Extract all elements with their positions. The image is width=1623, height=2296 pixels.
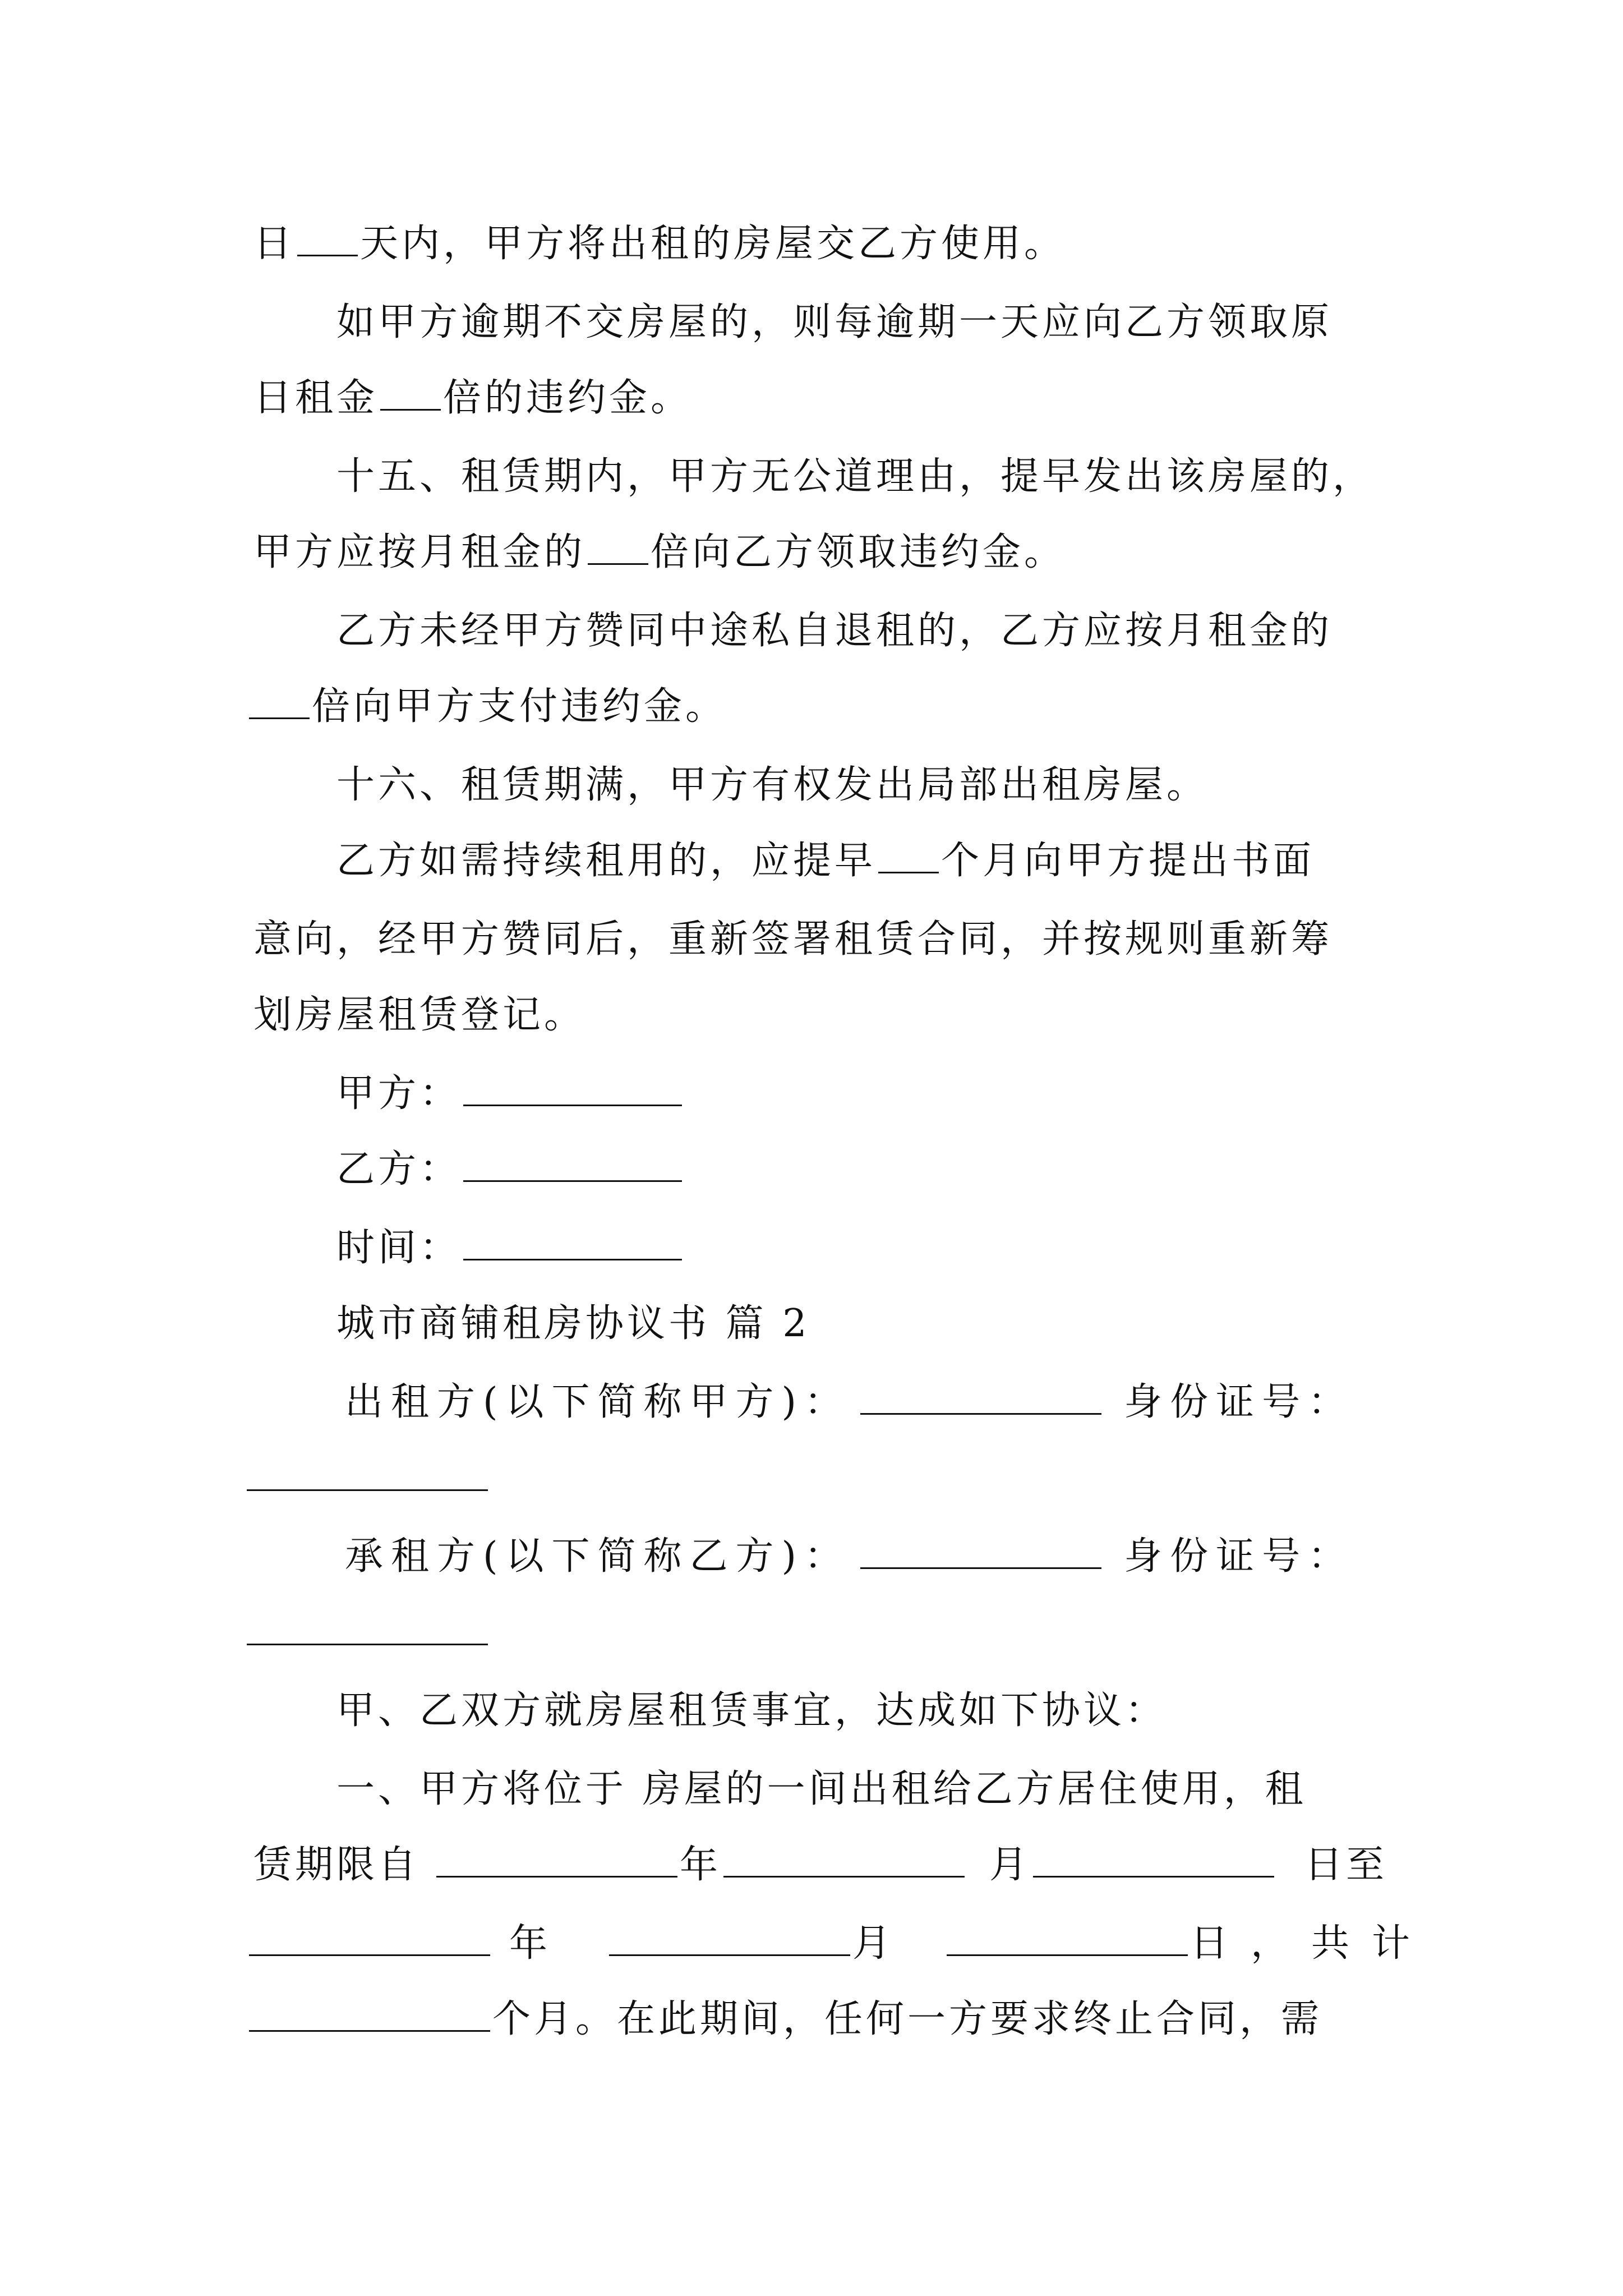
lessor-id-label: 身份证号： — [1124, 1380, 1354, 1424]
text-line — [336, 292, 1598, 353]
fill-blank[interactable] — [588, 530, 648, 565]
text-fragment: 甲、乙双方就房屋租赁事宜，达成如下协议： — [336, 1688, 1167, 1733]
end-month-blank[interactable] — [609, 1921, 850, 1956]
text-line — [253, 909, 1599, 970]
text-line — [336, 446, 1598, 508]
text-fragment: 日至 — [1304, 1843, 1388, 1887]
text-line — [336, 1759, 1598, 1820]
lease-end-line — [247, 1913, 1604, 1975]
lessee-id-label: 身份证号： — [1124, 1534, 1354, 1579]
start-month-blank[interactable] — [723, 1842, 965, 1878]
lessor-label: 出租方(以下简称甲方)： — [345, 1380, 851, 1424]
party-a-signature-line — [336, 1063, 785, 1125]
text-line — [336, 600, 1598, 662]
text-fragment: 倍的违约金。 — [443, 376, 693, 420]
lessee-line — [345, 1526, 1607, 1588]
start-day-blank[interactable] — [1033, 1842, 1274, 1878]
fill-blank[interactable] — [297, 221, 358, 256]
text-fragment: 个月向甲方提出书面 — [941, 839, 1315, 883]
fill-blank[interactable] — [380, 375, 441, 411]
party-b-blank[interactable] — [463, 1147, 682, 1182]
text-line — [247, 1989, 1604, 2050]
text-fragment: 倍向乙方领取违约金。 — [651, 530, 1066, 574]
text-fragment: 倍向甲方支付违约金。 — [312, 684, 727, 729]
date-label: 时间： — [336, 1226, 462, 1270]
text-fragment: 如甲方逾期不交房屋的，则每逾期一天应向乙方领取原 — [336, 300, 1333, 344]
section-heading — [336, 1293, 1234, 1355]
text-fragment: 赁期限自 — [253, 1843, 420, 1887]
party-b-label: 乙方： — [336, 1147, 462, 1191]
text-fragment: 个月。在此期间，任何一方要求终止合同，需 — [492, 1997, 1323, 2041]
text-line — [253, 522, 1599, 583]
fill-blank[interactable] — [249, 684, 310, 719]
lessor-id-blank[interactable] — [247, 1489, 488, 1491]
text-fragment: 年 — [680, 1843, 722, 1887]
section-title: 城市商铺租房协议书 篇 2 — [336, 1301, 810, 1346]
lease-period-line — [253, 1834, 1599, 1896]
text-line — [253, 213, 1599, 275]
date-blank[interactable] — [463, 1225, 682, 1260]
text-line — [336, 754, 1598, 816]
text-fragment: 意向，经甲方赞同后，重新签署租赁合同，并按规则重新筹 — [253, 917, 1333, 961]
text-fragment: 一、甲方将位于 房屋的一间出租给乙方居住使用，租 — [336, 1767, 1307, 1811]
end-year-blank[interactable] — [249, 1921, 490, 1956]
text-fragment: 十六、租赁期满，甲方有权发出局部出租房屋。 — [336, 763, 1209, 807]
start-year-blank[interactable] — [436, 1842, 677, 1878]
text-line — [336, 1680, 1598, 1742]
text-fragment: 日 — [253, 222, 296, 266]
text-line — [253, 984, 1599, 1046]
lessor-line — [345, 1372, 1607, 1433]
party-b-signature-line — [336, 1139, 785, 1200]
party-a-blank[interactable] — [463, 1071, 682, 1106]
text-line — [247, 676, 1593, 738]
text-fragment: 年 — [509, 1921, 551, 1966]
end-day-blank[interactable] — [947, 1921, 1188, 1956]
text-fragment: 天内，甲方将出租的房屋交乙方使用。 — [360, 222, 1066, 266]
text-fragment: 划房屋租赁登记。 — [253, 993, 586, 1037]
party-a-label: 甲方： — [336, 1071, 462, 1116]
fill-blank[interactable] — [878, 838, 939, 873]
lessee-id-blank[interactable] — [247, 1644, 488, 1645]
lessee-label: 承租方(以下简称乙方)： — [345, 1534, 851, 1579]
text-fragment: 月 — [852, 1921, 895, 1966]
text-fragment: 十五、租赁期内，甲方无公道理由，提早发出该房屋的， — [336, 454, 1375, 499]
text-line — [336, 830, 1598, 892]
text-fragment: 月 — [989, 1843, 1031, 1887]
lessee-name-blank[interactable] — [860, 1534, 1101, 1569]
text-line — [253, 367, 1599, 429]
text-fragment: 日，共计 — [1190, 1921, 1433, 1966]
lessor-name-blank[interactable] — [860, 1379, 1101, 1415]
text-fragment: 乙方如需持续租用的，应提早 — [336, 839, 877, 883]
text-fragment: 日租金 — [253, 376, 379, 420]
text-fragment: 乙方未经甲方赞同中途私自退租的，乙方应按月租金的 — [336, 609, 1333, 653]
date-signature-line — [336, 1217, 785, 1279]
total-months-blank[interactable] — [249, 1996, 490, 2032]
text-fragment: 甲方应按月租金的 — [253, 530, 586, 574]
